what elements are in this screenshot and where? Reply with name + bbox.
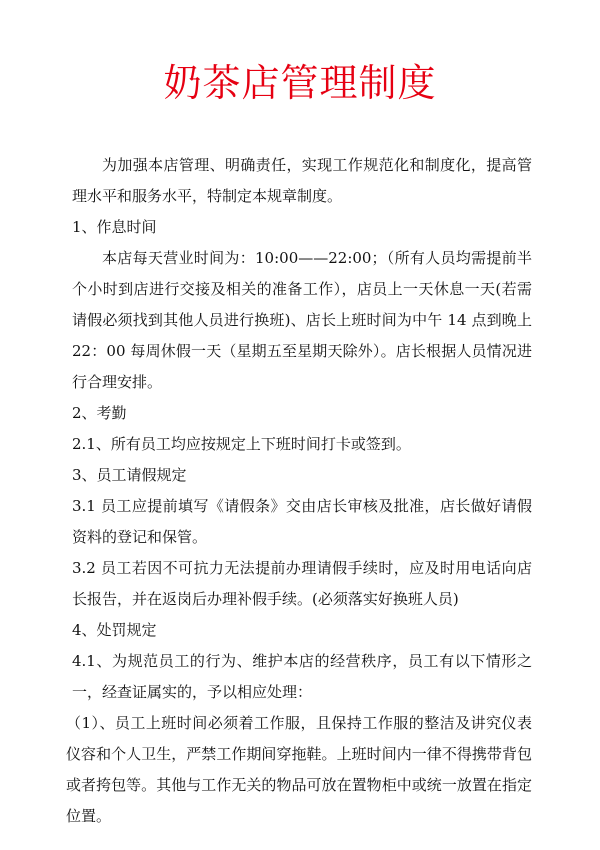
work-hours-paragraph: 本店每天营业时间为：10:00——22:00；（所有人员均需提前半个小时到店进行交接及相关的准备工作），店员上一天休息一天(若需请假必须找到其他人员进行换班)、店长上班时间为中午 14 点到晚上 22：00 每周休假一天（星期五至星期天除外）。店长根据人员情况进行合理安排。 — [72, 249, 532, 391]
section-heading-penalty: 4、处罚规定 — [72, 621, 157, 639]
page-title: 奶茶店管理制度 — [163, 61, 437, 105]
section-heading-attendance: 2、考勤 — [72, 404, 127, 422]
section-heading-leave: 3、员工请假规定 — [72, 466, 187, 484]
intro-paragraph: 为加强本店管理、明确责任，实现工作规范化和制度化，提高管理水平和服务水平，特制定本规章制度。 — [72, 156, 532, 205]
leave-rule-3-2: 3.2 员工若因不可抗力无法提前办理请假手续时，应及时用电话向店长报告，并在返岗后办理补假手续。(必须落实好换班人员) — [72, 559, 532, 608]
penalty-item-1: （1）、员工上班时间必须着工作服，且保持工作服的整洁及讲究仪表仪容和个人卫生，严禁工作期间穿拖鞋。上班时间内一律不得携带背包或者挎包等。其他与工作无关的物品可放在置物柜中或统一放置在指定位置。 — [66, 714, 532, 825]
leave-rule-3-1: 3.1 员工应提前填写《请假条》交由店长审核及批准，店长做好请假资料的登记和保管。 — [72, 497, 532, 546]
section-heading-work-hours: 1、作息时间 — [72, 218, 157, 236]
attendance-rule-2-1: 2.1、所有员工均应按规定上下班时间打卡或签到。 — [72, 435, 411, 453]
penalty-rule-4-1: 4.1、为规范员工的行为、维护本店的经营秩序，员工有以下情形之一，经查证属实的，予以相应处理： — [72, 652, 532, 701]
document-body — [66, 150, 532, 832]
